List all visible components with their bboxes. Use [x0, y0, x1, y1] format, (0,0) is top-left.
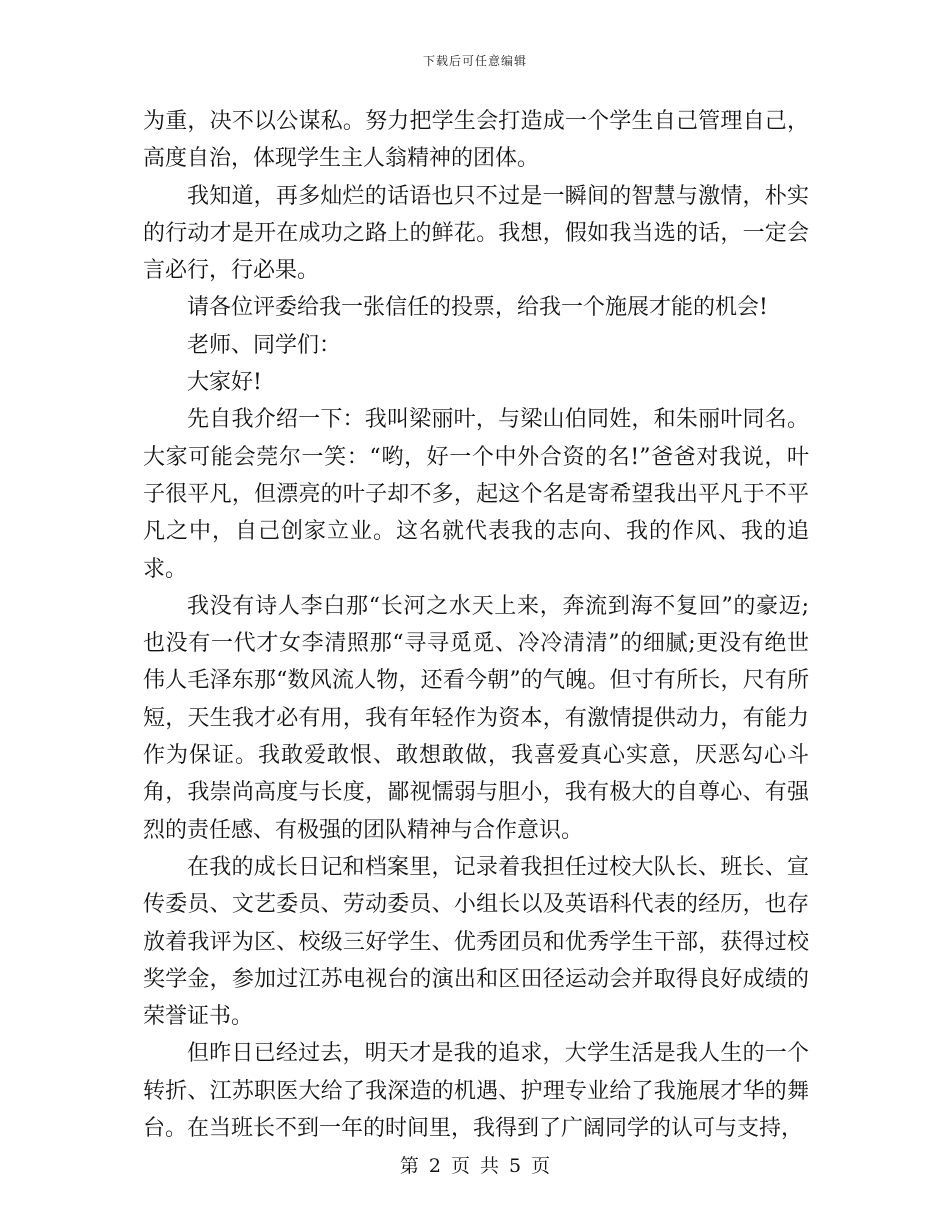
paragraph: 我没有诗人李白那“长河之水天上来，奔流到海不复回”的豪迈;也没有一代才女李清照那“寻寻觅觅、冷冷清清”的细腻;更没有绝世伟人毛泽东那“数风流人物，还看今朝”的气魄。但寸有所长，尺有所短，天生我才必有用，我有年轻作为资本，有激情提供动力，有能力作为保证。我敢爱敢恨、敢想敢做，我喜爱真心实意，厌恶勾心斗角，我崇尚高度与长度，鄙视懦弱与胆小，我有极大的自尊心、有强烈的责任感、有极强的团队精神与合作意识。 — [143, 593, 809, 843]
paragraph: 我知道，再多灿烂的话语也只不过是一瞬间的智慧与激情，朴实的行动才是开在成功之路上的鲜花。我想，假如我当选的话，一定会言必行，行必果。 — [143, 183, 809, 284]
paragraph: 老师、同学们： — [187, 332, 342, 358]
paragraph: 但昨日已经过去，明天才是我的追求，大学生活是我人生的一个转折、江苏职医大给了我深造的机遇、护理专业给了我施展才华的舞台。在当班长不到一年的时间里，我得到了广阔同学的认可与支持， — [143, 1041, 809, 1142]
page-header: 下载后可任意编辑 — [422, 54, 527, 68]
paragraph: 大家好! — [187, 370, 262, 396]
paragraph: 先自我介绍一下：我叫梁丽叶，与梁山伯同姓，和朱丽叶同名。大家可能会莞尔一笑：“哟，好一个中外合资的名!”爸爸对我说，叶子很平凡，但漂亮的叶子却不多，起这个名是寄希望我出平凡于不平凡之中，自己创家立业。这名就代表我的志向、我的作风、我的追求。 — [143, 407, 809, 582]
paragraph: 请各位评委给我一张信任的投票，给我一个施展才能的机会! — [187, 295, 768, 321]
page-number-footer: 第 2 页 共 5 页 — [399, 1155, 551, 1177]
document-body — [143, 103, 809, 1147]
paragraph: 在我的成长日记和档案里，记录着我担任过校大队长、班长、宣传委员、文艺委员、劳动委员、小组长以及英语科代表的经历，也存放着我评为区、校级三好学生、优秀团员和优秀学生干部，获得过校奖学金，参加过江苏电视台的演出和区田径运动会并取得良好成绩的荣誉证书。 — [143, 854, 809, 1030]
paragraph: 为重，决不以公谋私。努力把学生会打造成一个学生自己管理自己，高度自治，体现学生主人翁精神的团体。 — [143, 109, 809, 172]
